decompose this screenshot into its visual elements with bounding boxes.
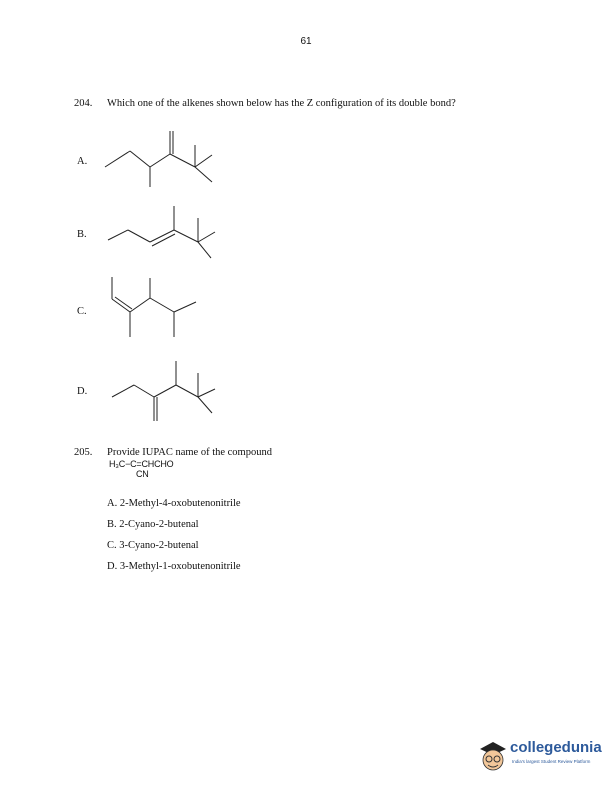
answer-option-d: D. 3-Methyl-1-oxobutenonitrile [107,561,241,572]
page-number: 61 [300,36,312,47]
answer-option-b: B. 2-Cyano-2-butenal [107,519,199,530]
option-d-label: D. [77,386,88,397]
answer-option-c: C. 3-Cyano-2-butenal [107,540,199,551]
logo-tagline: India's largest Student Review Platform [512,759,591,764]
answer-options [107,497,241,581]
question-204-text: Which one of the alkenes shown below has the Z configuration of its double bond? [107,98,456,109]
structure-c [100,272,230,347]
structure-b [100,198,230,263]
option-a-label: A. [77,156,88,167]
structure-d [100,355,230,425]
option-b-label: B. [77,229,87,240]
question-204-number: 204. [74,98,93,109]
compound-formula [109,459,173,479]
question-205-number: 205. [74,447,93,458]
collegedunia-logo [476,737,606,781]
formula-cyano-substituent: CN [136,469,149,479]
structure-a [100,125,230,190]
logo-wordmark: collegedunia [510,739,602,756]
answer-option-a: A. 2-Methyl-4-oxobutenonitrile [107,498,241,509]
formula-main-chain: H₃C−C=CHCHO [109,459,174,469]
option-c-label: C. [77,306,87,317]
student-mascot-icon [476,737,510,777]
question-205-text: Provide IUPAC name of the compound [107,447,272,458]
